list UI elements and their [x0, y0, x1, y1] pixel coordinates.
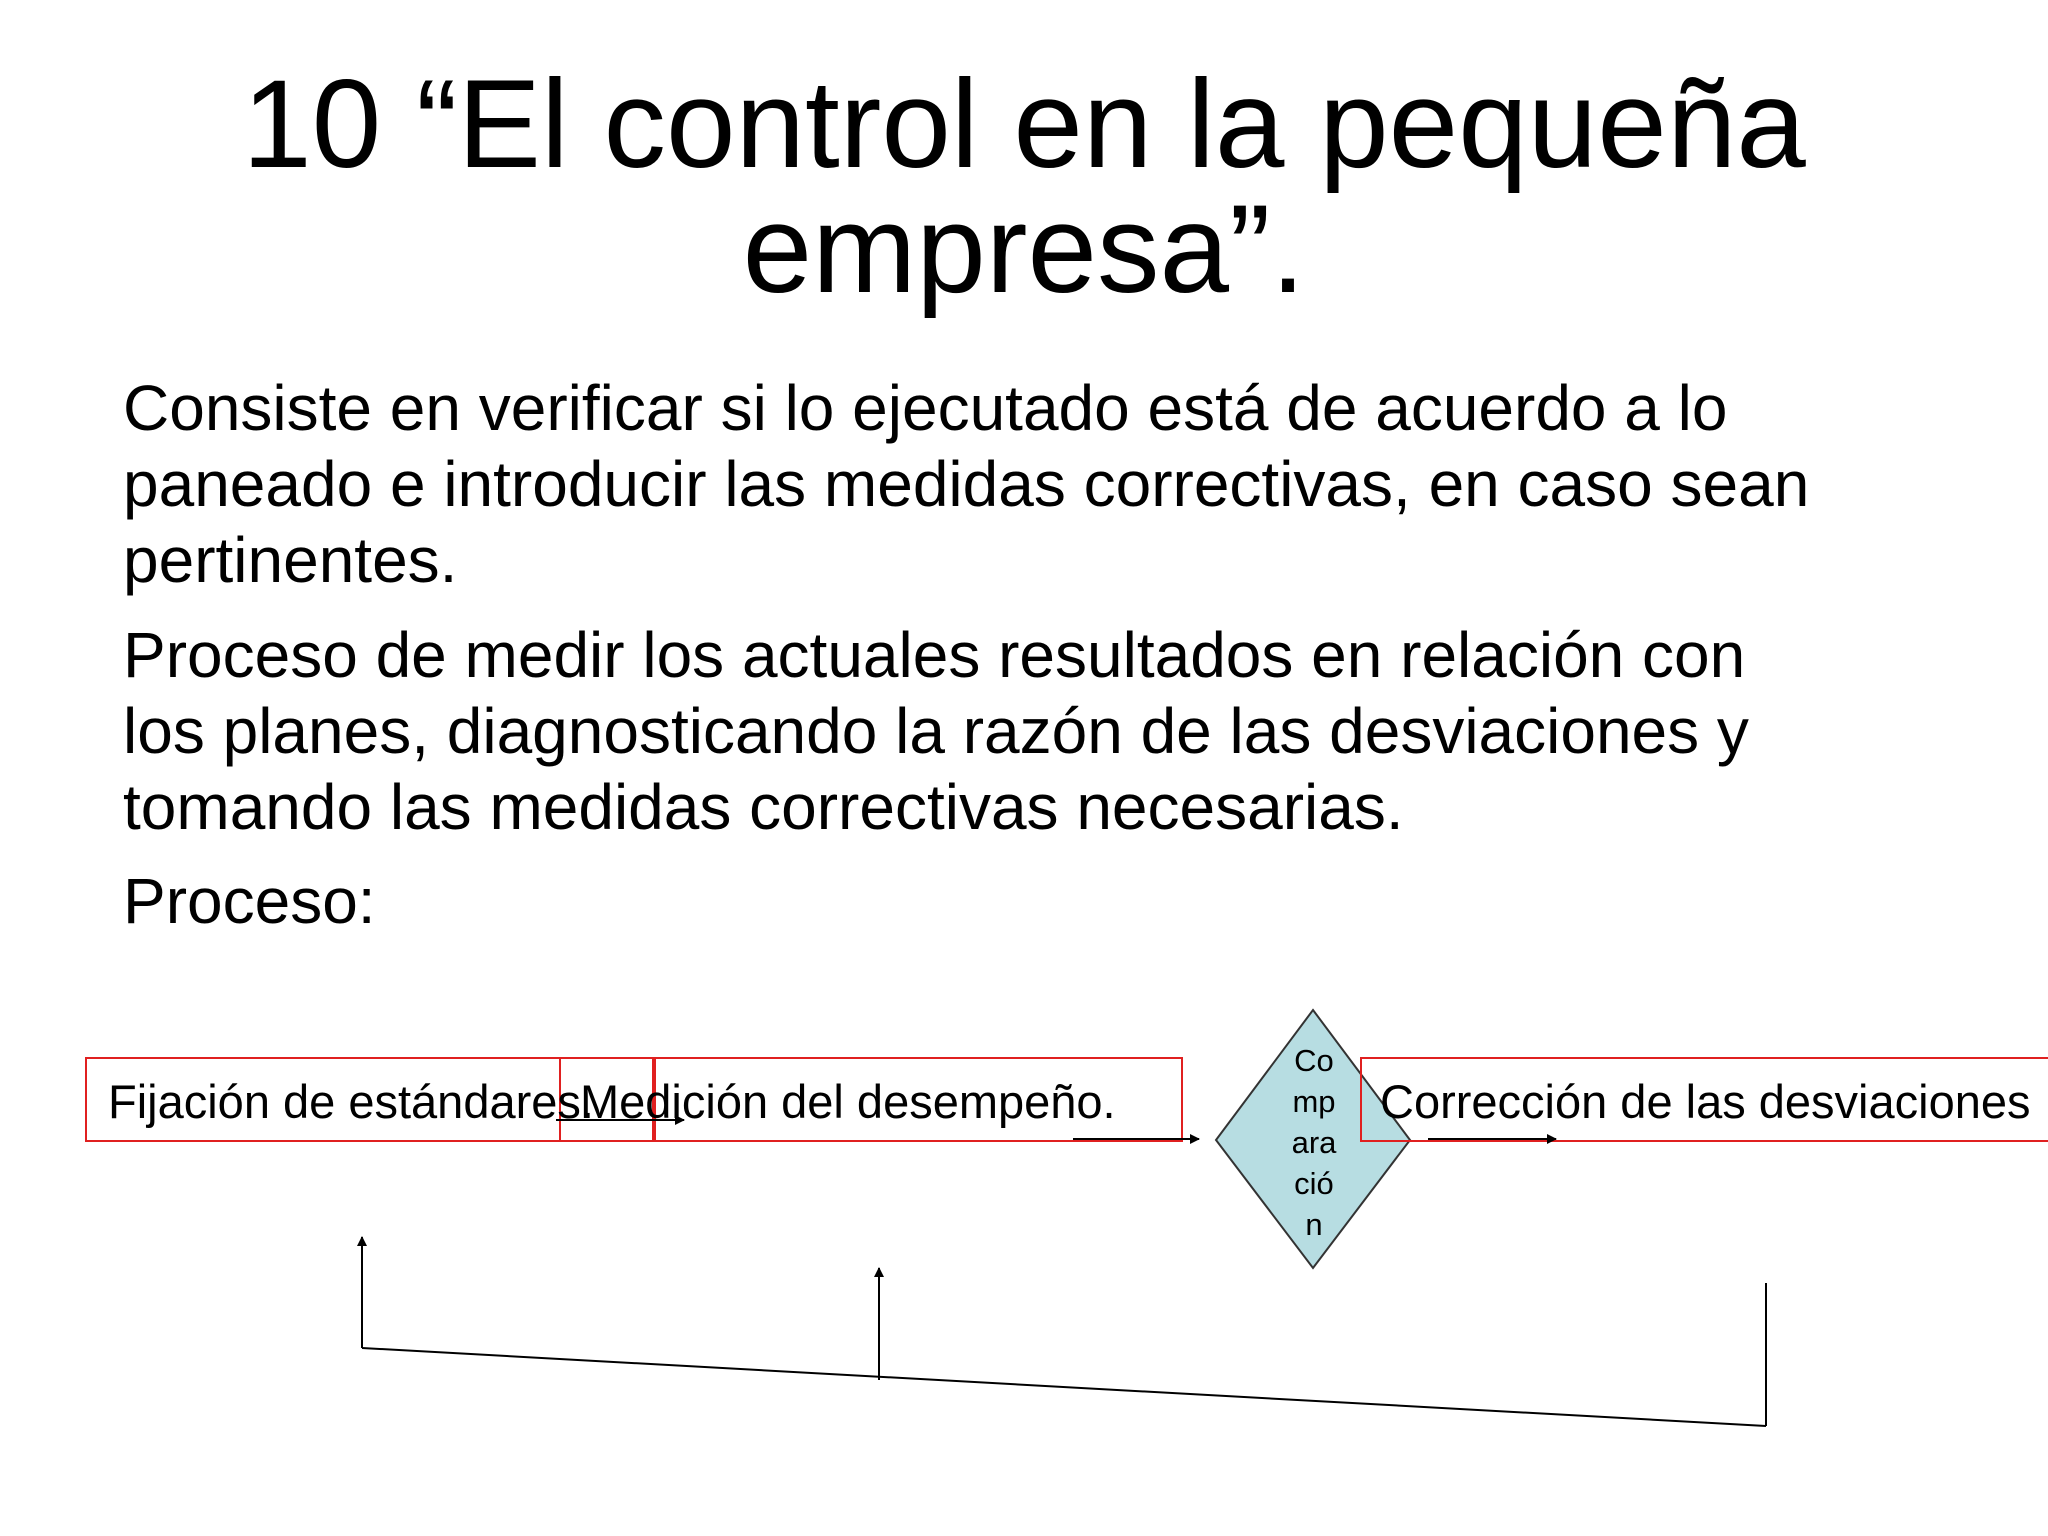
- title-line-2: empresa”.: [742, 180, 1306, 319]
- node-label-fijacion: Fijación de estándares.: [108, 1075, 594, 1128]
- paragraph-line: tomando las medidas correctivas necesarias.: [123, 771, 1404, 843]
- node-label-comparacion: [1254, 1040, 1374, 1245]
- paragraph-line: paneado e introducir las medidas correctivas, en caso sean: [123, 448, 1810, 520]
- diamond-text-line: ció: [1294, 1166, 1334, 1201]
- node-label-correccion: Corrección de las desviaciones: [1380, 1075, 2031, 1128]
- paragraph-line: Proceso:: [123, 865, 376, 937]
- feedback-bottom-line: [362, 1348, 1766, 1426]
- node-label-medicion: Medición del desempeño.: [580, 1075, 1116, 1128]
- diamond-text-line: Co: [1294, 1043, 1334, 1078]
- title-line-1: 10 “El control en la pequeña: [242, 55, 1806, 194]
- paragraph-line: Proceso de medir los actuales resultados en relación con: [123, 619, 1746, 691]
- diamond-text-line: n: [1305, 1207, 1323, 1242]
- paragraph-line: Consiste en verificar si lo ejecutado está de acuerdo a lo: [123, 372, 1728, 444]
- paragraph-line: pertinentes.: [123, 524, 458, 596]
- diamond-text-line: mp: [1292, 1084, 1336, 1119]
- paragraph-line: los planes, diagnosticando la razón de las desviaciones y: [123, 695, 1749, 767]
- diamond-text-line: ara: [1291, 1125, 1337, 1160]
